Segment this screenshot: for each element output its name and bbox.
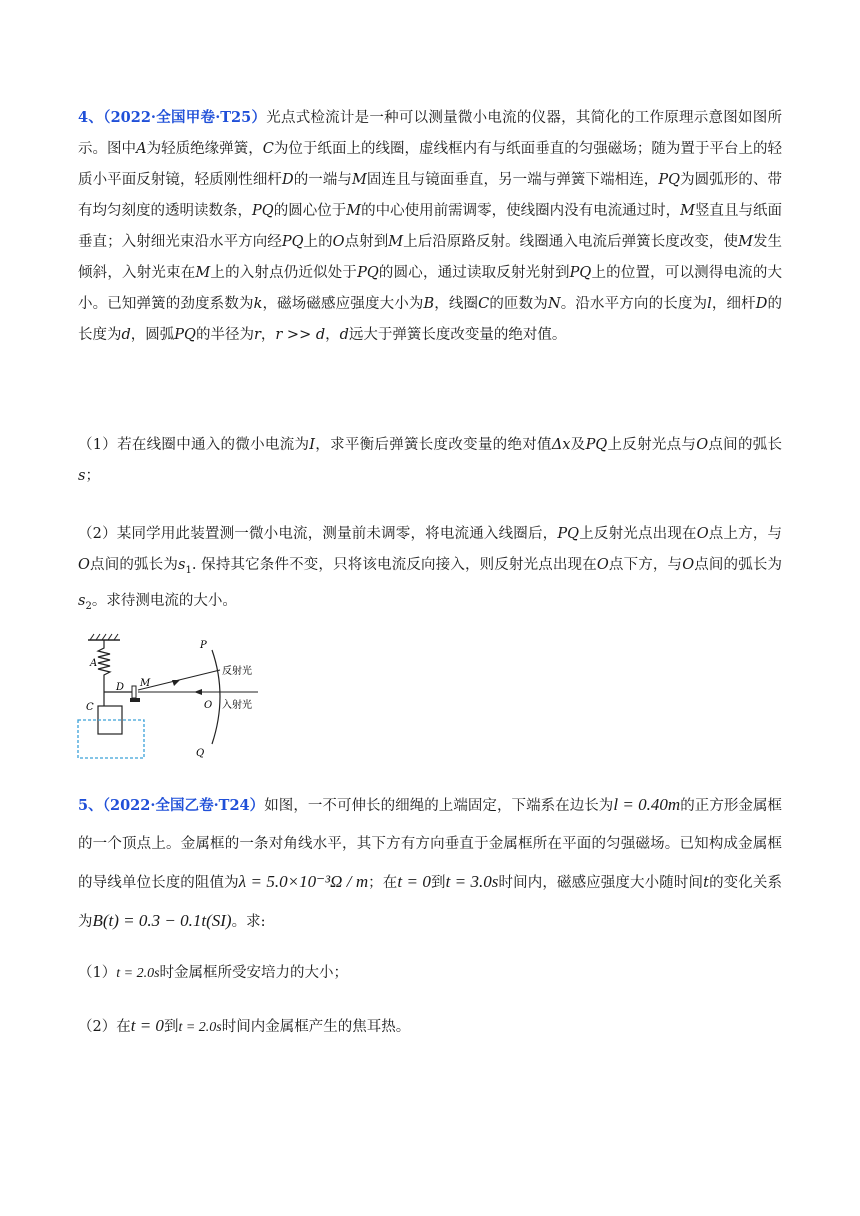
var: O bbox=[78, 557, 90, 573]
text: 时间内，磁感应强度大小随时间 bbox=[498, 875, 704, 891]
label-M: M bbox=[140, 678, 151, 689]
galvanometer-diagram bbox=[76, 630, 266, 760]
var: A bbox=[136, 141, 147, 157]
text: 到 bbox=[430, 875, 446, 891]
text: 如图，一不可伸长的细绳的上端固定，下端系在边长为 bbox=[264, 798, 614, 814]
text: 点上方，与 bbox=[708, 526, 783, 542]
formula: t = 0 bbox=[130, 1016, 164, 1035]
text: ， bbox=[325, 327, 340, 343]
text: （2）某同学用此装置测一微小电流，测量前未调零，将电流通入线圈后， bbox=[78, 526, 558, 542]
q5-number: 5、 bbox=[78, 797, 103, 814]
text: 上反射光点与 bbox=[607, 437, 697, 453]
incident-arrow bbox=[194, 689, 202, 695]
ceiling-hatch bbox=[90, 634, 118, 640]
text: 为圆弧形的、带有均匀刻度的透明读数条， bbox=[78, 172, 783, 219]
text: ，线圈 bbox=[434, 296, 479, 312]
var: d bbox=[121, 327, 131, 343]
var: D bbox=[282, 172, 294, 188]
text: 光点式检流计是一种可以测量微小电流的仪器，其简化的工作原理示意图如图所示。图中 bbox=[78, 110, 782, 157]
text: ，细杆 bbox=[711, 296, 756, 312]
var: PQ bbox=[357, 265, 379, 281]
q5-part1 bbox=[78, 958, 782, 989]
text: 的半径为 bbox=[195, 327, 254, 343]
q4-part1 bbox=[78, 430, 782, 492]
var: Δx bbox=[551, 437, 571, 453]
var: D bbox=[755, 296, 768, 312]
text: 的长度为 bbox=[78, 296, 783, 343]
mirror-base bbox=[130, 698, 140, 702]
text: ；在 bbox=[368, 875, 398, 891]
var: O bbox=[596, 557, 609, 573]
formula: t = 2.0s bbox=[116, 966, 160, 981]
formula: t = 2.0s bbox=[178, 1020, 222, 1035]
text: ， bbox=[260, 327, 276, 343]
text: 点下方，与 bbox=[608, 557, 683, 573]
var: r >> d bbox=[275, 327, 326, 343]
q5-part2 bbox=[78, 1010, 782, 1043]
text: . 保持其它条件不变，只将该电流反向接入，则反射光点出现在 bbox=[191, 557, 597, 573]
var: PQ bbox=[658, 172, 681, 188]
subscript: 1 bbox=[185, 564, 192, 576]
text: 的圆心，通过读取反射光射到 bbox=[378, 265, 570, 281]
text: 上的入射点仍近似处于 bbox=[210, 265, 358, 281]
formula: B(t) = 0.3 − 0.1t(SI) bbox=[92, 911, 232, 930]
mirror-M bbox=[132, 686, 136, 698]
var: O bbox=[682, 557, 695, 573]
text: 的一端与 bbox=[293, 172, 352, 188]
var: M bbox=[195, 265, 211, 281]
var: PQ bbox=[281, 234, 304, 250]
var: B bbox=[423, 296, 435, 312]
text: （1）若在线圈中通入的微小电流为 bbox=[78, 437, 310, 453]
text: 时金属框所受安培力的大小； bbox=[159, 965, 349, 981]
var: l bbox=[707, 296, 712, 312]
subscript: 2 bbox=[85, 600, 92, 612]
text: 点间的弧长为 bbox=[89, 557, 178, 573]
text: （2）在 bbox=[78, 1019, 131, 1035]
text: 的中心使用前需调零，使线圈内没有电流通过时， bbox=[361, 203, 681, 219]
var: M bbox=[680, 203, 695, 219]
label-Q: Q bbox=[196, 748, 205, 759]
text: 。沿水平方向的长度为 bbox=[560, 296, 708, 312]
var: O bbox=[696, 437, 709, 453]
text: 为位于纸面上的线圈，虚线框内有与纸面垂直的匀强磁场；随为置于平台上的轻质小平面反射镜，轻质刚性细杆 bbox=[78, 141, 783, 188]
text: ，磁场磁感应强度大小为 bbox=[262, 296, 424, 312]
text: 的变化关系为 bbox=[78, 875, 783, 930]
var: PQ bbox=[174, 327, 196, 343]
text: 时间内金属框产生的焦耳热。 bbox=[221, 1019, 411, 1035]
text: 为轻质绝缘弹簧， bbox=[146, 141, 263, 157]
var: s bbox=[177, 557, 186, 573]
var: s bbox=[78, 592, 86, 609]
text: ； bbox=[85, 468, 100, 484]
text: 。求: bbox=[231, 914, 266, 930]
text: 远大于弹簧长度改变量的绝对值。 bbox=[348, 327, 567, 343]
var: PQ bbox=[557, 526, 580, 542]
text: 点间的弧长 bbox=[708, 437, 783, 453]
var: C bbox=[478, 296, 490, 312]
var: PQ bbox=[569, 265, 592, 281]
var: PQ bbox=[585, 437, 608, 453]
text: ，圆弧 bbox=[130, 327, 175, 343]
q5-source: （2022·全国乙卷·T24） bbox=[102, 797, 265, 814]
label-D: D bbox=[116, 682, 125, 693]
var: PQ bbox=[252, 203, 274, 219]
var: d bbox=[339, 327, 349, 343]
q4-stem bbox=[78, 102, 782, 351]
spring-A bbox=[98, 640, 110, 682]
text: 固连且与镜面垂直，另一端与弹簧下端相连， bbox=[366, 172, 659, 188]
var: M bbox=[352, 172, 367, 188]
text: 上的位置，可以测得电流的大小。已知弹簧的劲度系数为 bbox=[78, 265, 783, 312]
var: s bbox=[78, 468, 86, 484]
text: 上后沿原路反射。线圈通入电流后弹簧长度改变，使 bbox=[403, 234, 739, 250]
arc-PQ bbox=[212, 650, 220, 744]
var: M bbox=[388, 234, 404, 250]
var: M bbox=[346, 203, 362, 219]
reflected-label: 反射光 bbox=[222, 666, 252, 677]
formula: t = 3.0s bbox=[445, 872, 499, 891]
var: O bbox=[332, 234, 345, 250]
text: （1） bbox=[78, 965, 117, 981]
formula: λ = 5.0×10⁻³Ω / m bbox=[238, 872, 369, 891]
text: 上的 bbox=[303, 234, 333, 250]
q5-stem bbox=[78, 786, 782, 941]
var: t bbox=[703, 875, 709, 891]
text: 的正方形金属框的一个顶点上。金属框的一条对角线水平，其下方有方向垂直于金属框所在平面的匀强磁场。已知构成金属框的导线单位长度的阻值为 bbox=[78, 798, 783, 891]
var: k bbox=[253, 296, 263, 312]
text: 竖直且与纸面垂直；入射细光束沿水平方向经 bbox=[78, 203, 782, 250]
text: 及 bbox=[570, 437, 586, 453]
text: ，求平衡后弹簧长度改变量的绝对值 bbox=[315, 437, 552, 453]
var: r bbox=[253, 327, 261, 343]
label-O: O bbox=[204, 700, 213, 711]
text: 的匝数为 bbox=[489, 296, 548, 312]
text: 点间的弧长为 bbox=[694, 557, 783, 573]
var: M bbox=[738, 234, 753, 250]
text: 发生倾斜，入射光束在 bbox=[78, 234, 783, 281]
text: 到 bbox=[163, 1019, 179, 1035]
formula: l = 0.40m bbox=[613, 795, 681, 814]
label-P: P bbox=[200, 640, 207, 651]
text: 。求待测电流的大小。 bbox=[91, 592, 237, 609]
var: N bbox=[547, 296, 561, 312]
incident-label: 入射光 bbox=[222, 700, 252, 711]
q4-part2 bbox=[78, 519, 782, 622]
label-C: C bbox=[86, 702, 94, 713]
var: O bbox=[696, 526, 709, 542]
q4-source: （2022·全国甲卷·T25） bbox=[103, 109, 267, 126]
text: 上反射光点出现在 bbox=[579, 526, 697, 542]
reflected-arrow bbox=[172, 680, 180, 686]
q4-number: 4、 bbox=[78, 109, 104, 126]
label-A: A bbox=[90, 658, 98, 669]
formula: t = 0 bbox=[397, 872, 431, 891]
text: 点射到 bbox=[344, 234, 389, 250]
var: I bbox=[309, 437, 315, 453]
var: C bbox=[262, 141, 274, 157]
text: 的圆心位于 bbox=[273, 203, 347, 219]
